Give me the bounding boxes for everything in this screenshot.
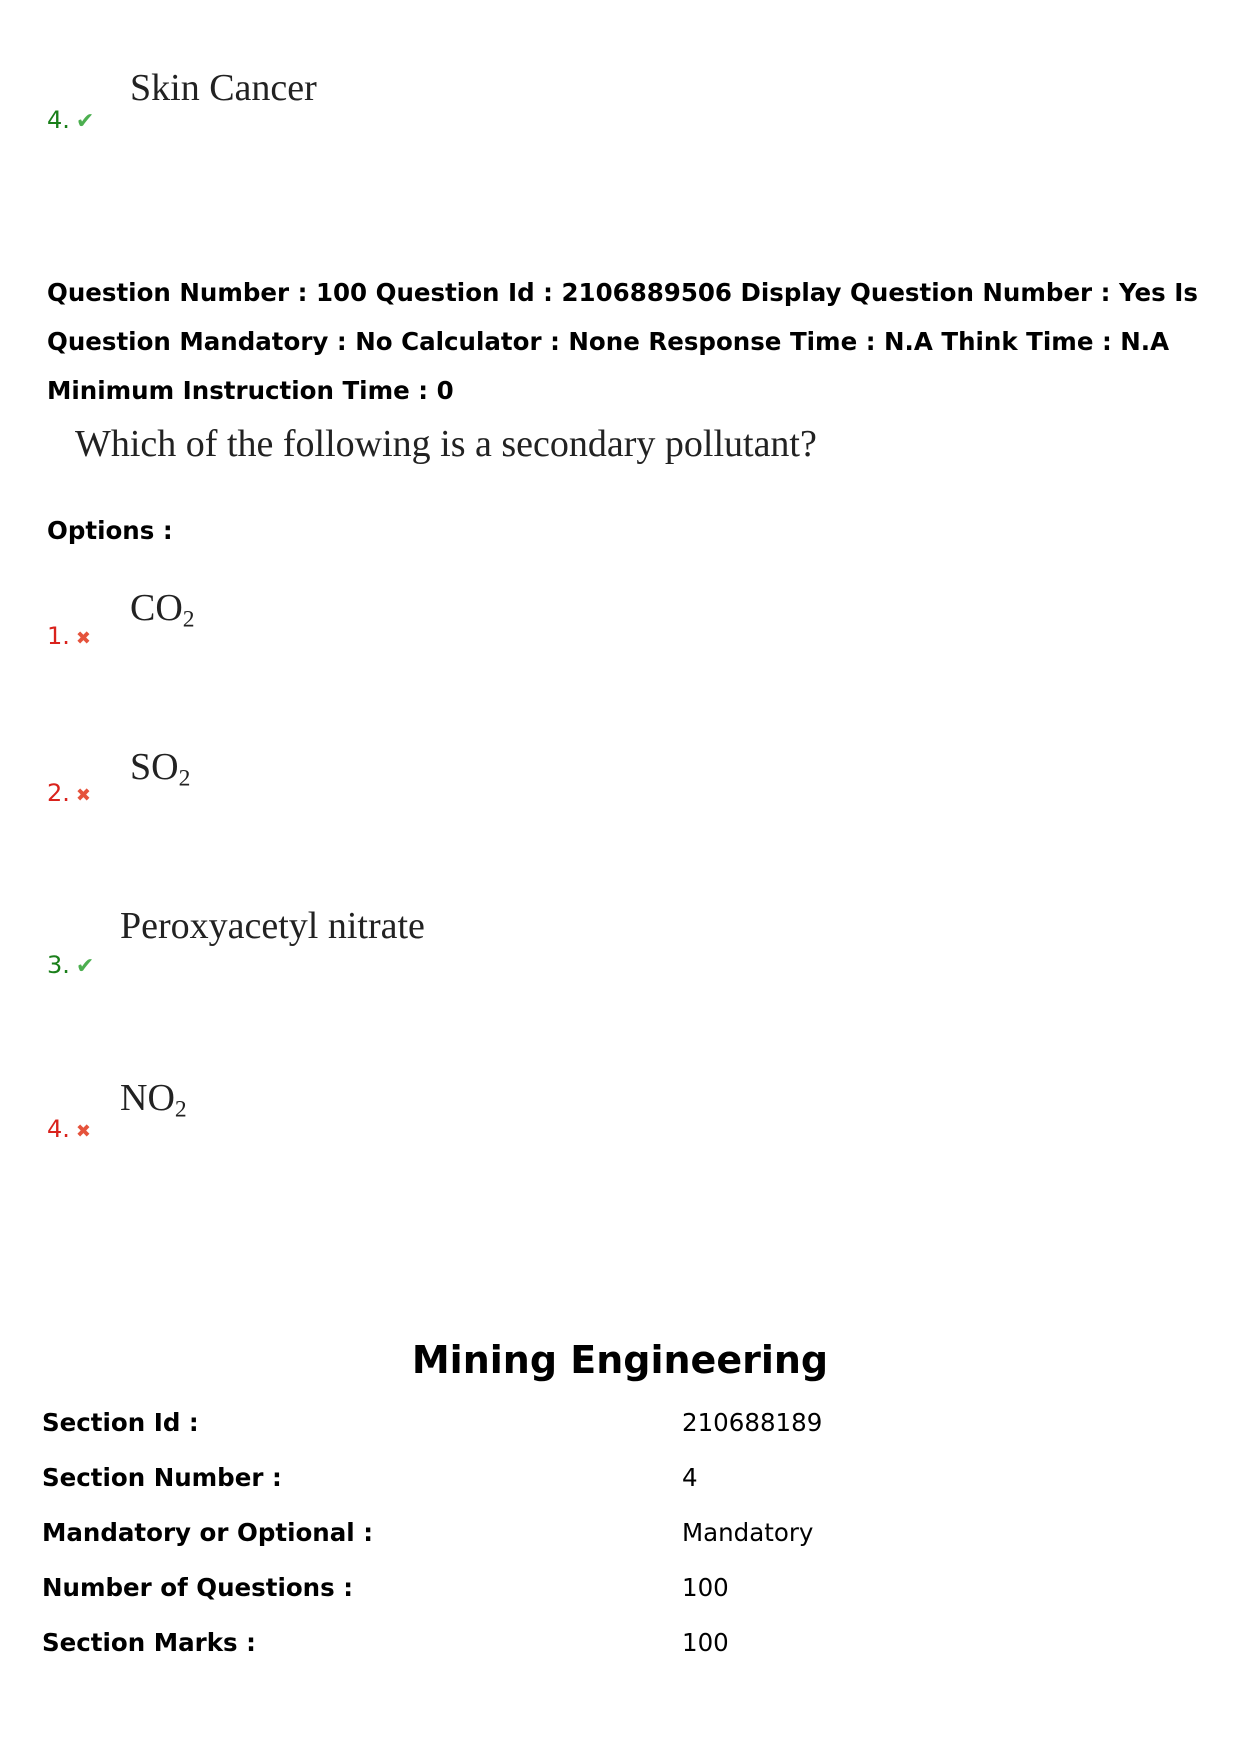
option-1-number: 1. xyxy=(47,622,70,650)
option-1-formula: CO xyxy=(130,587,183,629)
option-3-number: 3. xyxy=(47,951,70,979)
option-1-subscript: 2 xyxy=(182,606,195,633)
section-row-value: 4 xyxy=(682,1463,698,1492)
option-2-number-row xyxy=(47,779,91,807)
option-4-number-row xyxy=(47,1115,91,1143)
section-row-label: Number of Questions : xyxy=(42,1573,354,1602)
section-row-value: 210688189 xyxy=(682,1408,823,1437)
option-1-number-row xyxy=(47,622,91,650)
option-3-text xyxy=(120,904,425,948)
section-row-label: Section Id : xyxy=(42,1408,199,1437)
section-row xyxy=(42,1518,1202,1558)
section-row-value: 100 xyxy=(682,1573,729,1602)
cross-icon: ✖ xyxy=(75,785,91,806)
section-row xyxy=(42,1628,1202,1668)
option-4-number: 4. xyxy=(47,1115,70,1143)
section-row xyxy=(42,1463,1202,1503)
option-2-text xyxy=(130,745,190,793)
section-row-label: Section Marks : xyxy=(42,1628,256,1657)
option-4-subscript: 2 xyxy=(174,1096,187,1123)
check-icon: ✔ xyxy=(75,109,95,134)
option-4-formula: NO xyxy=(120,1077,175,1119)
section-row-label: Mandatory or Optional : xyxy=(42,1518,374,1547)
section-title: Mining Engineering xyxy=(411,1338,829,1382)
check-icon: ✔ xyxy=(75,954,95,979)
question-text: Which of the following is a secondary pollutant? xyxy=(75,423,817,465)
prev-option-number: 4. xyxy=(47,106,70,134)
section-row-value: 100 xyxy=(682,1628,729,1657)
section-row-label: Section Number : xyxy=(42,1463,282,1492)
section-row-value: Mandatory xyxy=(682,1518,814,1547)
option-3-formula: Peroxyacetyl nitrate xyxy=(120,905,425,947)
prev-option-number-row xyxy=(47,106,94,134)
prev-option-text: Skin Cancer xyxy=(130,67,317,109)
option-2-number: 2. xyxy=(47,779,70,807)
section-row xyxy=(42,1573,1202,1613)
option-2-subscript: 2 xyxy=(178,765,191,792)
option-4-text xyxy=(120,1076,187,1124)
option-3-number-row xyxy=(47,951,94,979)
section-row xyxy=(42,1408,1202,1448)
options-label: Options : xyxy=(47,516,173,545)
option-2-formula: SO xyxy=(130,746,179,788)
option-1-text xyxy=(130,586,195,634)
question-meta: Question Number : 100 Question Id : 2106889506 Display Question Number : Yes Is Question Mandatory : No Calculator : None Response Time : N.A Think Time : N.A Minimum Instruction Time : 0 xyxy=(47,278,1198,405)
cross-icon: ✖ xyxy=(75,1121,91,1142)
cross-icon: ✖ xyxy=(75,628,91,649)
